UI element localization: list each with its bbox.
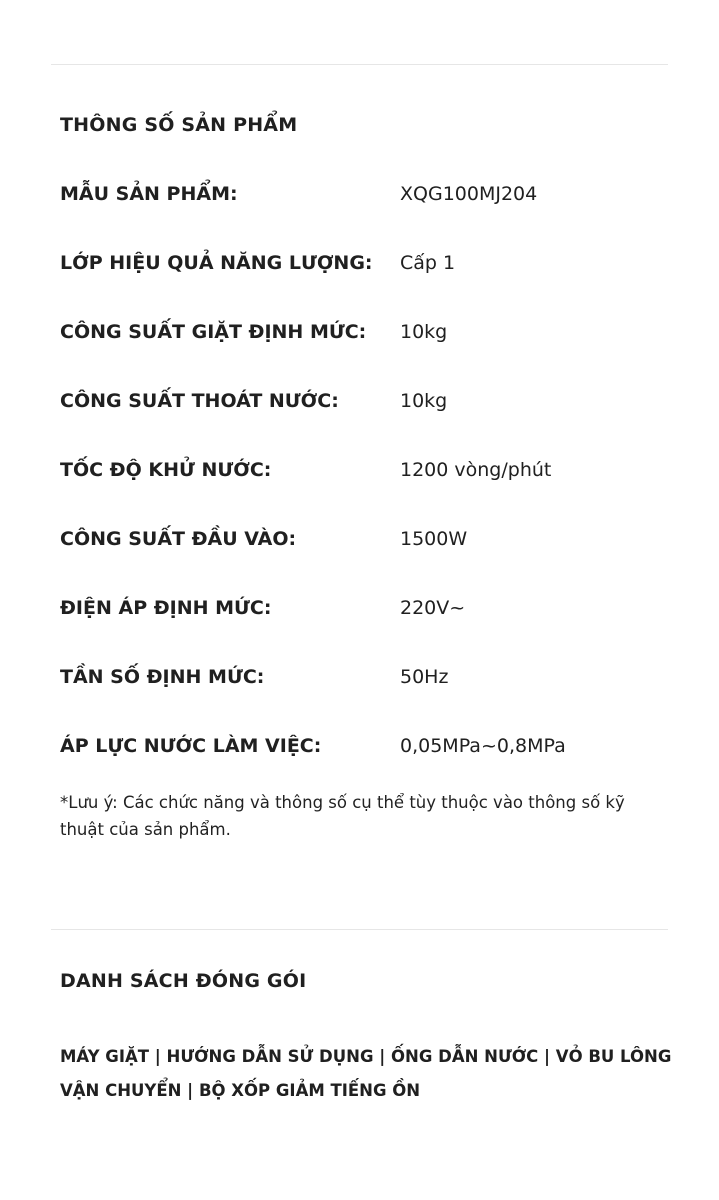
spec-value: 10kg bbox=[400, 321, 448, 343]
packing-section-title: DANH SÁCH ĐÓNG GÓI bbox=[60, 970, 307, 992]
spec-value: 220V~ bbox=[400, 597, 466, 619]
spec-row-drain-capacity bbox=[60, 390, 660, 420]
spec-label: ÁP LỰC NƯỚC LÀM VIỆC: bbox=[60, 735, 322, 757]
spec-row-wash-capacity bbox=[60, 321, 660, 351]
spec-value: 10kg bbox=[400, 390, 448, 412]
spec-row-rated-frequency bbox=[60, 666, 660, 696]
spec-value: 50Hz bbox=[400, 666, 449, 688]
spec-value: 1200 vòng/phút bbox=[400, 459, 552, 481]
spec-row-input-power bbox=[60, 528, 660, 558]
spec-label: TẦN SỐ ĐỊNH MỨC: bbox=[60, 666, 265, 688]
spec-row-model bbox=[60, 183, 660, 213]
spec-value: 1500W bbox=[400, 528, 468, 550]
spec-row-water-pressure bbox=[60, 735, 660, 765]
section-divider bbox=[51, 929, 668, 930]
spec-label: CÔNG SUẤT GIẶT ĐỊNH MỨC: bbox=[60, 321, 367, 343]
spec-note: *Lưu ý: Các chức năng và thông số cụ thể tùy thuộc vào thông số kỹ thuật của sản phẩm. bbox=[60, 793, 625, 839]
spec-label: MẪU SẢN PHẨM: bbox=[60, 183, 238, 205]
packing-list-line: VẬN CHUYỂN | BỘ XỐP GIẢM TIẾNG ỒN bbox=[60, 1081, 421, 1100]
spec-label: LỚP HIỆU QUẢ NĂNG LƯỢNG: bbox=[60, 252, 373, 274]
spec-value: Cấp 1 bbox=[400, 252, 456, 274]
spec-label: CÔNG SUẤT ĐẦU VÀO: bbox=[60, 528, 297, 550]
spec-value: XQG100MJ204 bbox=[400, 183, 538, 205]
packing-list-line: MÁY GIẶT | HƯỚNG DẪN SỬ DỤNG | ỐNG DẪN NƯỚC | VỎ BU LÔNG bbox=[60, 1047, 672, 1066]
spec-row-energy-class bbox=[60, 252, 660, 282]
specs-section-title: THÔNG SỐ SẢN PHẨM bbox=[60, 114, 298, 136]
spec-label: TỐC ĐỘ KHỬ NƯỚC: bbox=[60, 459, 272, 481]
spec-row-rated-voltage bbox=[60, 597, 660, 627]
spec-label: ĐIỆN ÁP ĐỊNH MỨC: bbox=[60, 597, 272, 619]
spec-row-spin-speed bbox=[60, 459, 660, 489]
spec-label: CÔNG SUẤT THOÁT NƯỚC: bbox=[60, 390, 339, 412]
packing-list bbox=[60, 1040, 670, 1108]
spec-value: 0,05MPa~0,8MPa bbox=[400, 735, 566, 757]
top-divider bbox=[51, 64, 668, 65]
